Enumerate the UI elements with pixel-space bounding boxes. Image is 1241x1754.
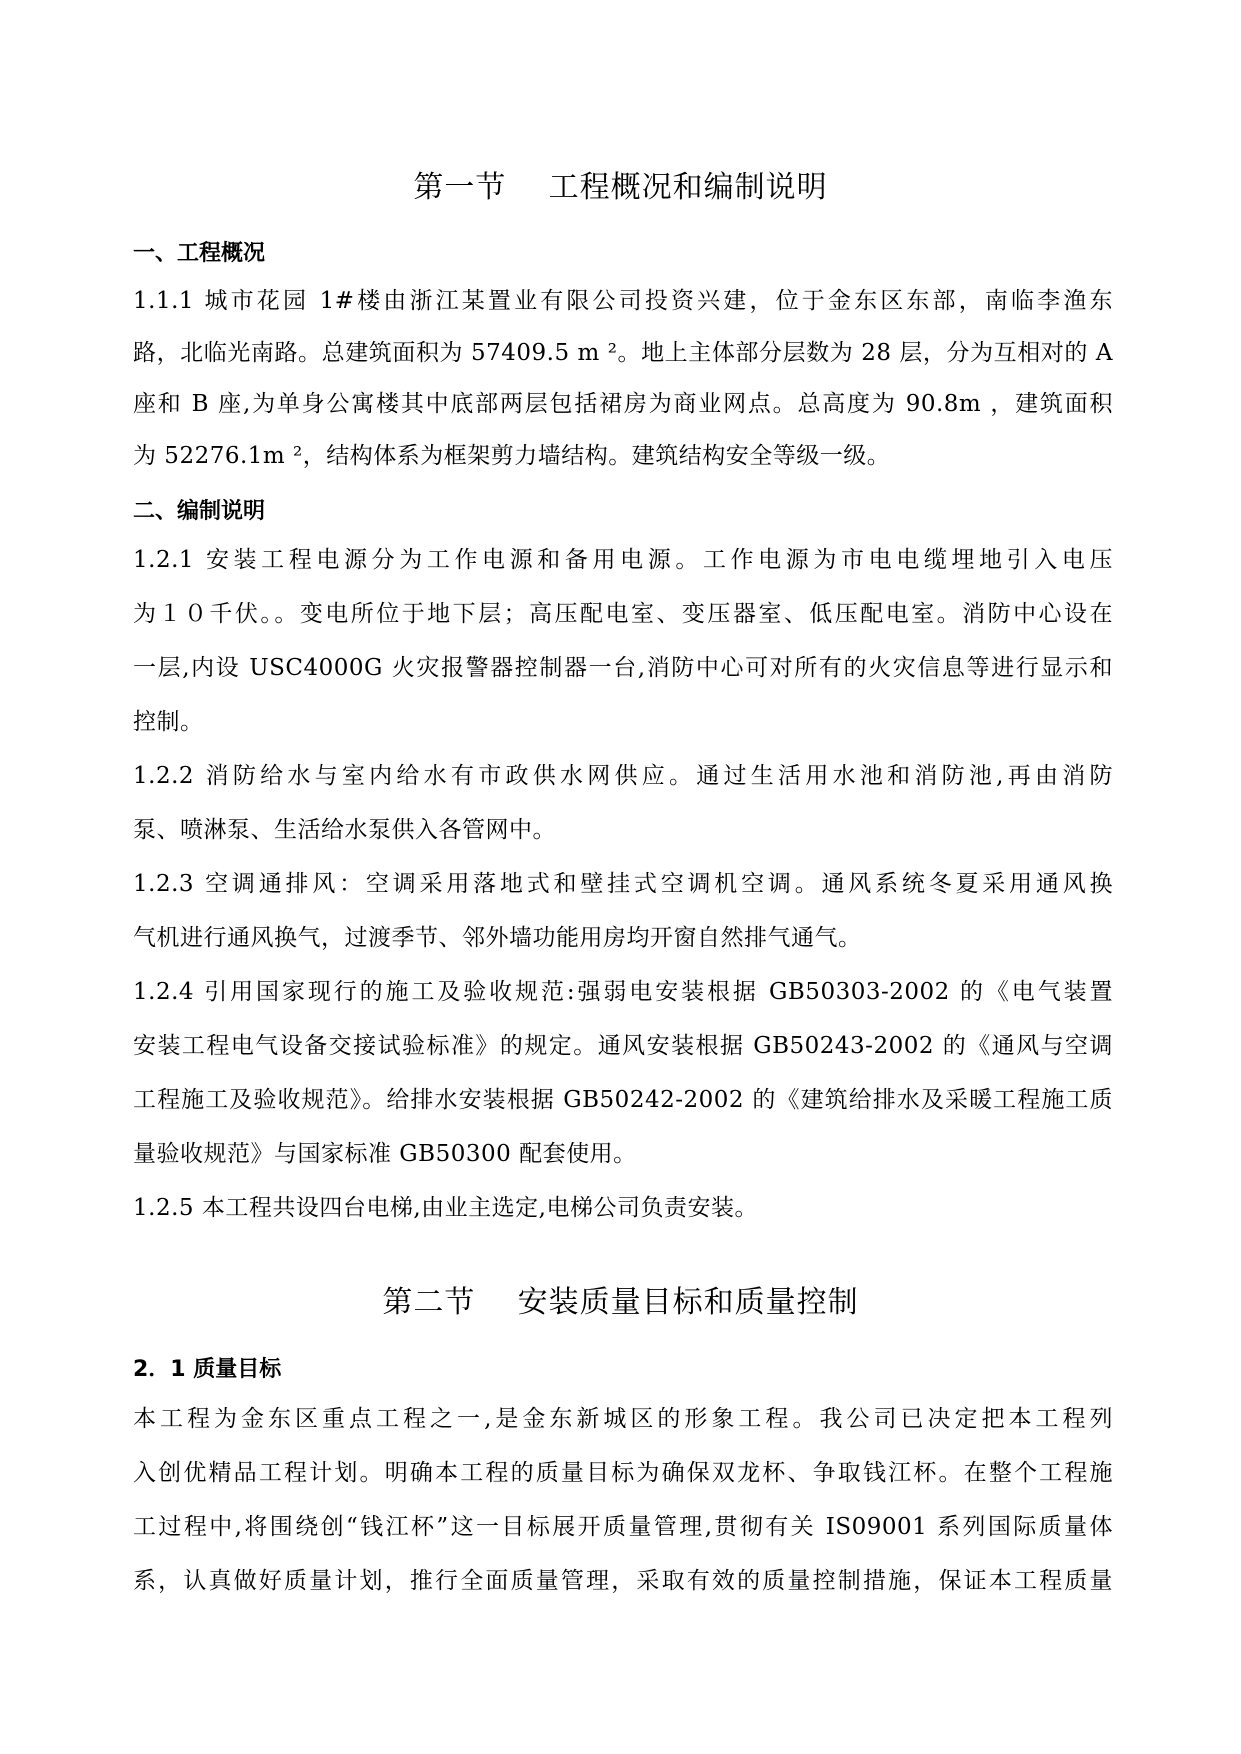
paragraph-line: 入创优精品工程计划。明确本工程的质量目标为确保双龙杯、争取钱江杯。在整个工程施 [133, 1460, 1113, 1486]
paragraph-line: 控制。 [133, 709, 204, 735]
paragraph-line: 工程施工及验收规范》。给排水安装根据 GB50242-2002 的《建筑给排水及采暖工程施工质 [133, 1087, 1113, 1113]
paragraph-line: 为 52276.1m ²，结构体系为框架剪力墙结构。建筑结构安全等级一级。 [133, 443, 891, 469]
heading-project-overview: 一、工程概况 [133, 241, 266, 266]
heading-compilation-notes: 二、编制说明 [133, 499, 266, 524]
paragraph-line: 气机进行通风换气，过渡季节、邻外墙功能用房均开窗自然排气通气。 [133, 925, 862, 951]
section2-title: 第二节 安装质量目标和质量控制 [382, 1285, 859, 1320]
paragraph-line: 1.2.2 消防给水与室内给水有市政供水网供应。通过生活用水池和消防池,再由消防 [133, 763, 1113, 789]
paragraph-line: 为１０千伏。。变电所位于地下层；高压配电室、变压器室、低压配电室。消防中心设在 [133, 601, 1113, 627]
paragraph-line: 1.1.1 城市花园 1#楼由浙江某置业有限公司投资兴建，位于金东区东部，南临李渔东 [133, 288, 1113, 314]
paragraph-line: 1.2.1 安装工程电源分为工作电源和备用电源。工作电源为市电电缆埋地引入电压 [133, 547, 1113, 573]
paragraph-line: 一层,内设 USC4000G 火灾报警器控制器一台,消防中心可对所有的火灾信息等进行显示和 [133, 655, 1113, 681]
paragraph-line: 系，认真做好质量计划，推行全面质量管理，采取有效的质量控制措施，保证本工程质量 [133, 1568, 1113, 1594]
paragraph-line: 量验收规范》与国家标准 GB50300 配套使用。 [133, 1141, 637, 1167]
paragraph-line: 本工程为金东区重点工程之一,是金东新城区的形象工程。我公司已决定把本工程列 [133, 1406, 1113, 1432]
heading-quality-target: 2．1 质量目标 [133, 1357, 282, 1382]
paragraph-line: 工过程中,将围绕创“钱江杯”这一目标展开质量管理,贯彻有关 IS09001 系列国际质量体 [133, 1514, 1113, 1540]
section1-title: 第一节 工程概况和编制说明 [413, 170, 828, 205]
paragraph-line: 1.2.4 引用国家现行的施工及验收规范:强弱电安装根据 GB50303-2002 的《电气装置 [133, 979, 1113, 1005]
paragraph-line: 安装工程电气设备交接试验标准》的规定。通风安装根据 GB50243-2002 的《通风与空调 [133, 1033, 1113, 1059]
paragraph-line: 泵、喷淋泵、生活给水泵供入各管网中。 [133, 817, 556, 843]
paragraph-line: 座和 B 座,为单身公寓楼其中底部两层包括裙房为商业网点。总高度为 90.8m ，建筑面积 [133, 391, 1113, 417]
paragraph-line: 路，北临光南路。总建筑面积为 57409.5 m ²。地上主体部分层数为 28 层，分为互相对的 A [133, 340, 1113, 366]
paragraph-line: 1.2.5 本工程共设四台电梯,由业主选定,电梯公司负责安装。 [133, 1195, 758, 1221]
paragraph-line: 1.2.3 空调通排风：空调采用落地式和壁挂式空调机空调。通风系统冬夏采用通风换 [133, 871, 1113, 897]
